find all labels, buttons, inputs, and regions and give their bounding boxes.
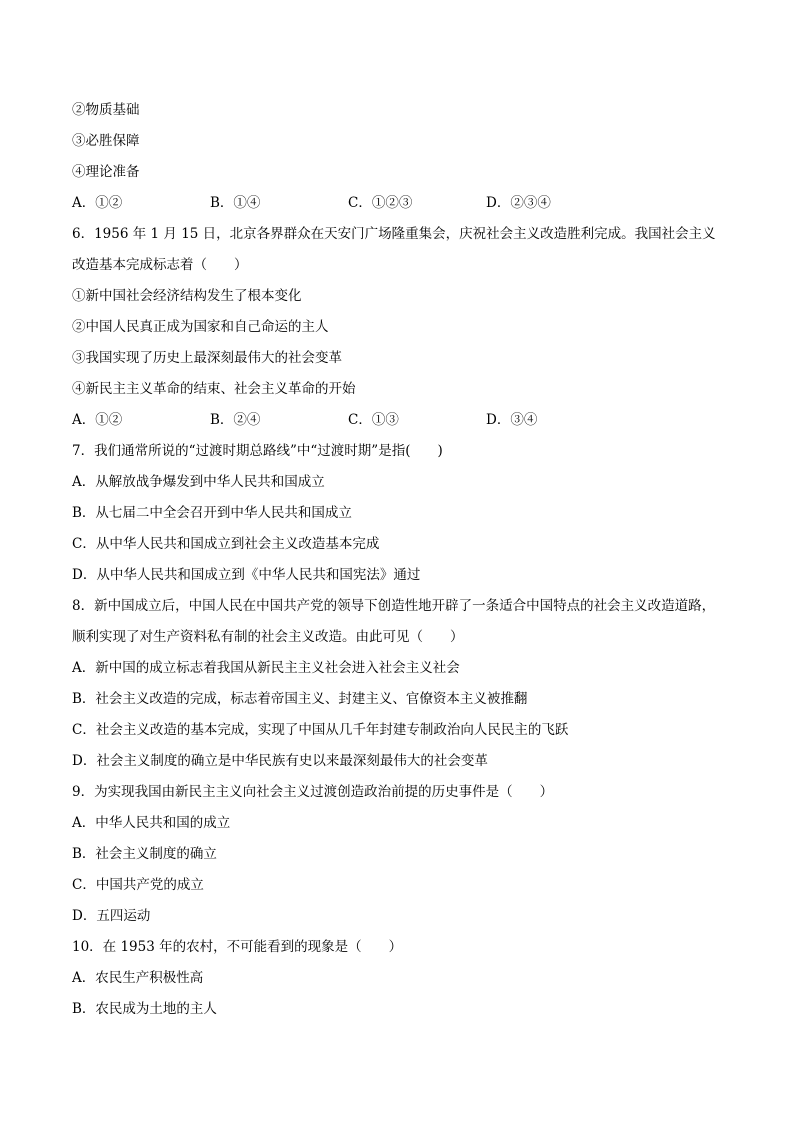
answer-option: B．农民成为土地的主人 — [72, 1001, 217, 1017]
answer-option: B．①④ — [210, 195, 261, 211]
answer-option: A．中华人民共和国的成立 — [72, 815, 231, 831]
answer-options-row — [72, 407, 732, 438]
question-stem: 10．在 1953 年的农村，不可能看到的现象是（ ） — [72, 939, 403, 955]
answer-option: A．新中国的成立标志着我国从新民主主义社会进入社会主义社会 — [72, 660, 460, 676]
answer-option: A．①② — [72, 195, 123, 211]
statement-item: ③我国实现了历史上最深刻最伟大的社会变革 — [72, 350, 342, 366]
question-stem: 顺利实现了对生产资料私有制的社会主义改造。由此可见（ ） — [72, 629, 464, 645]
answer-option: C．①③ — [348, 412, 399, 428]
question-stem: 7．我们通常所说的“过渡时期总路线”中“过渡时期”是指( ) — [72, 443, 443, 459]
question-stem: 6．1956 年 1 月 15 日，北京各界群众在天安门广场隆重集会，庆祝社会主义改造胜利完成。我国社会主义 — [72, 226, 716, 242]
answer-option: C．社会主义改造的基本完成，实现了中国从几千年封建专制政治向人民民主的飞跃 — [72, 722, 569, 738]
question-7 — [72, 438, 732, 593]
answer-option: D．五四运动 — [72, 908, 151, 924]
answer-option: D．②③④ — [486, 195, 551, 211]
question-stem: 8．新中国成立后，中国人民在中国共产党的领导下创造性地开辟了一条适合中国特点的社会主义改造道路， — [72, 598, 716, 614]
answer-option: B．社会主义制度的确立 — [72, 846, 217, 862]
statement-item: ②物质基础 — [72, 102, 140, 118]
statement-item: ①新中国社会经济结构发生了根本变化 — [72, 288, 302, 304]
answer-option: A．①② — [72, 412, 123, 428]
answer-option: B．②④ — [210, 412, 261, 428]
answer-option: B．从七届二中全会召开到中华人民共和国成立 — [72, 505, 352, 521]
question-9 — [72, 779, 732, 934]
question-8 — [72, 593, 732, 779]
statement-item: ④新民主主义革命的结束、社会主义革命的开始 — [72, 381, 356, 397]
answer-option: C．①②③ — [348, 195, 413, 211]
answer-options-row — [72, 190, 732, 221]
answer-option: D．③④ — [486, 412, 538, 428]
answer-option: C．从中华人民共和国成立到社会主义改造基本完成 — [72, 536, 380, 552]
answer-option: A．从解放战争爆发到中华人民共和国成立 — [72, 474, 325, 490]
exam-page — [72, 97, 732, 1027]
statement-item: ④理论准备 — [72, 164, 140, 180]
statement-item: ③必胜保障 — [72, 133, 140, 149]
answer-option: D．从中华人民共和国成立到《中华人民共和国宪法》通过 — [72, 567, 421, 583]
question-6 — [72, 221, 732, 438]
answer-option: B．社会主义改造的完成，标志着帝国主义、封建主义、官僚资本主义被推翻 — [72, 691, 528, 707]
question-stem: 改造基本完成标志着（ ） — [72, 257, 248, 273]
continued-question — [72, 97, 732, 221]
question-stem: 9．为实现我国由新民主主义向社会主义过渡创造政治前提的历史事件是（ ） — [72, 784, 554, 800]
question-10 — [72, 934, 732, 1027]
statement-item: ②中国人民真正成为国家和自己命运的主人 — [72, 319, 329, 335]
answer-option: A．农民生产积极性高 — [72, 970, 204, 986]
answer-option: C．中国共产党的成立 — [72, 877, 204, 893]
answer-option: D．社会主义制度的确立是中华民族有史以来最深刻最伟大的社会变革 — [72, 753, 488, 769]
